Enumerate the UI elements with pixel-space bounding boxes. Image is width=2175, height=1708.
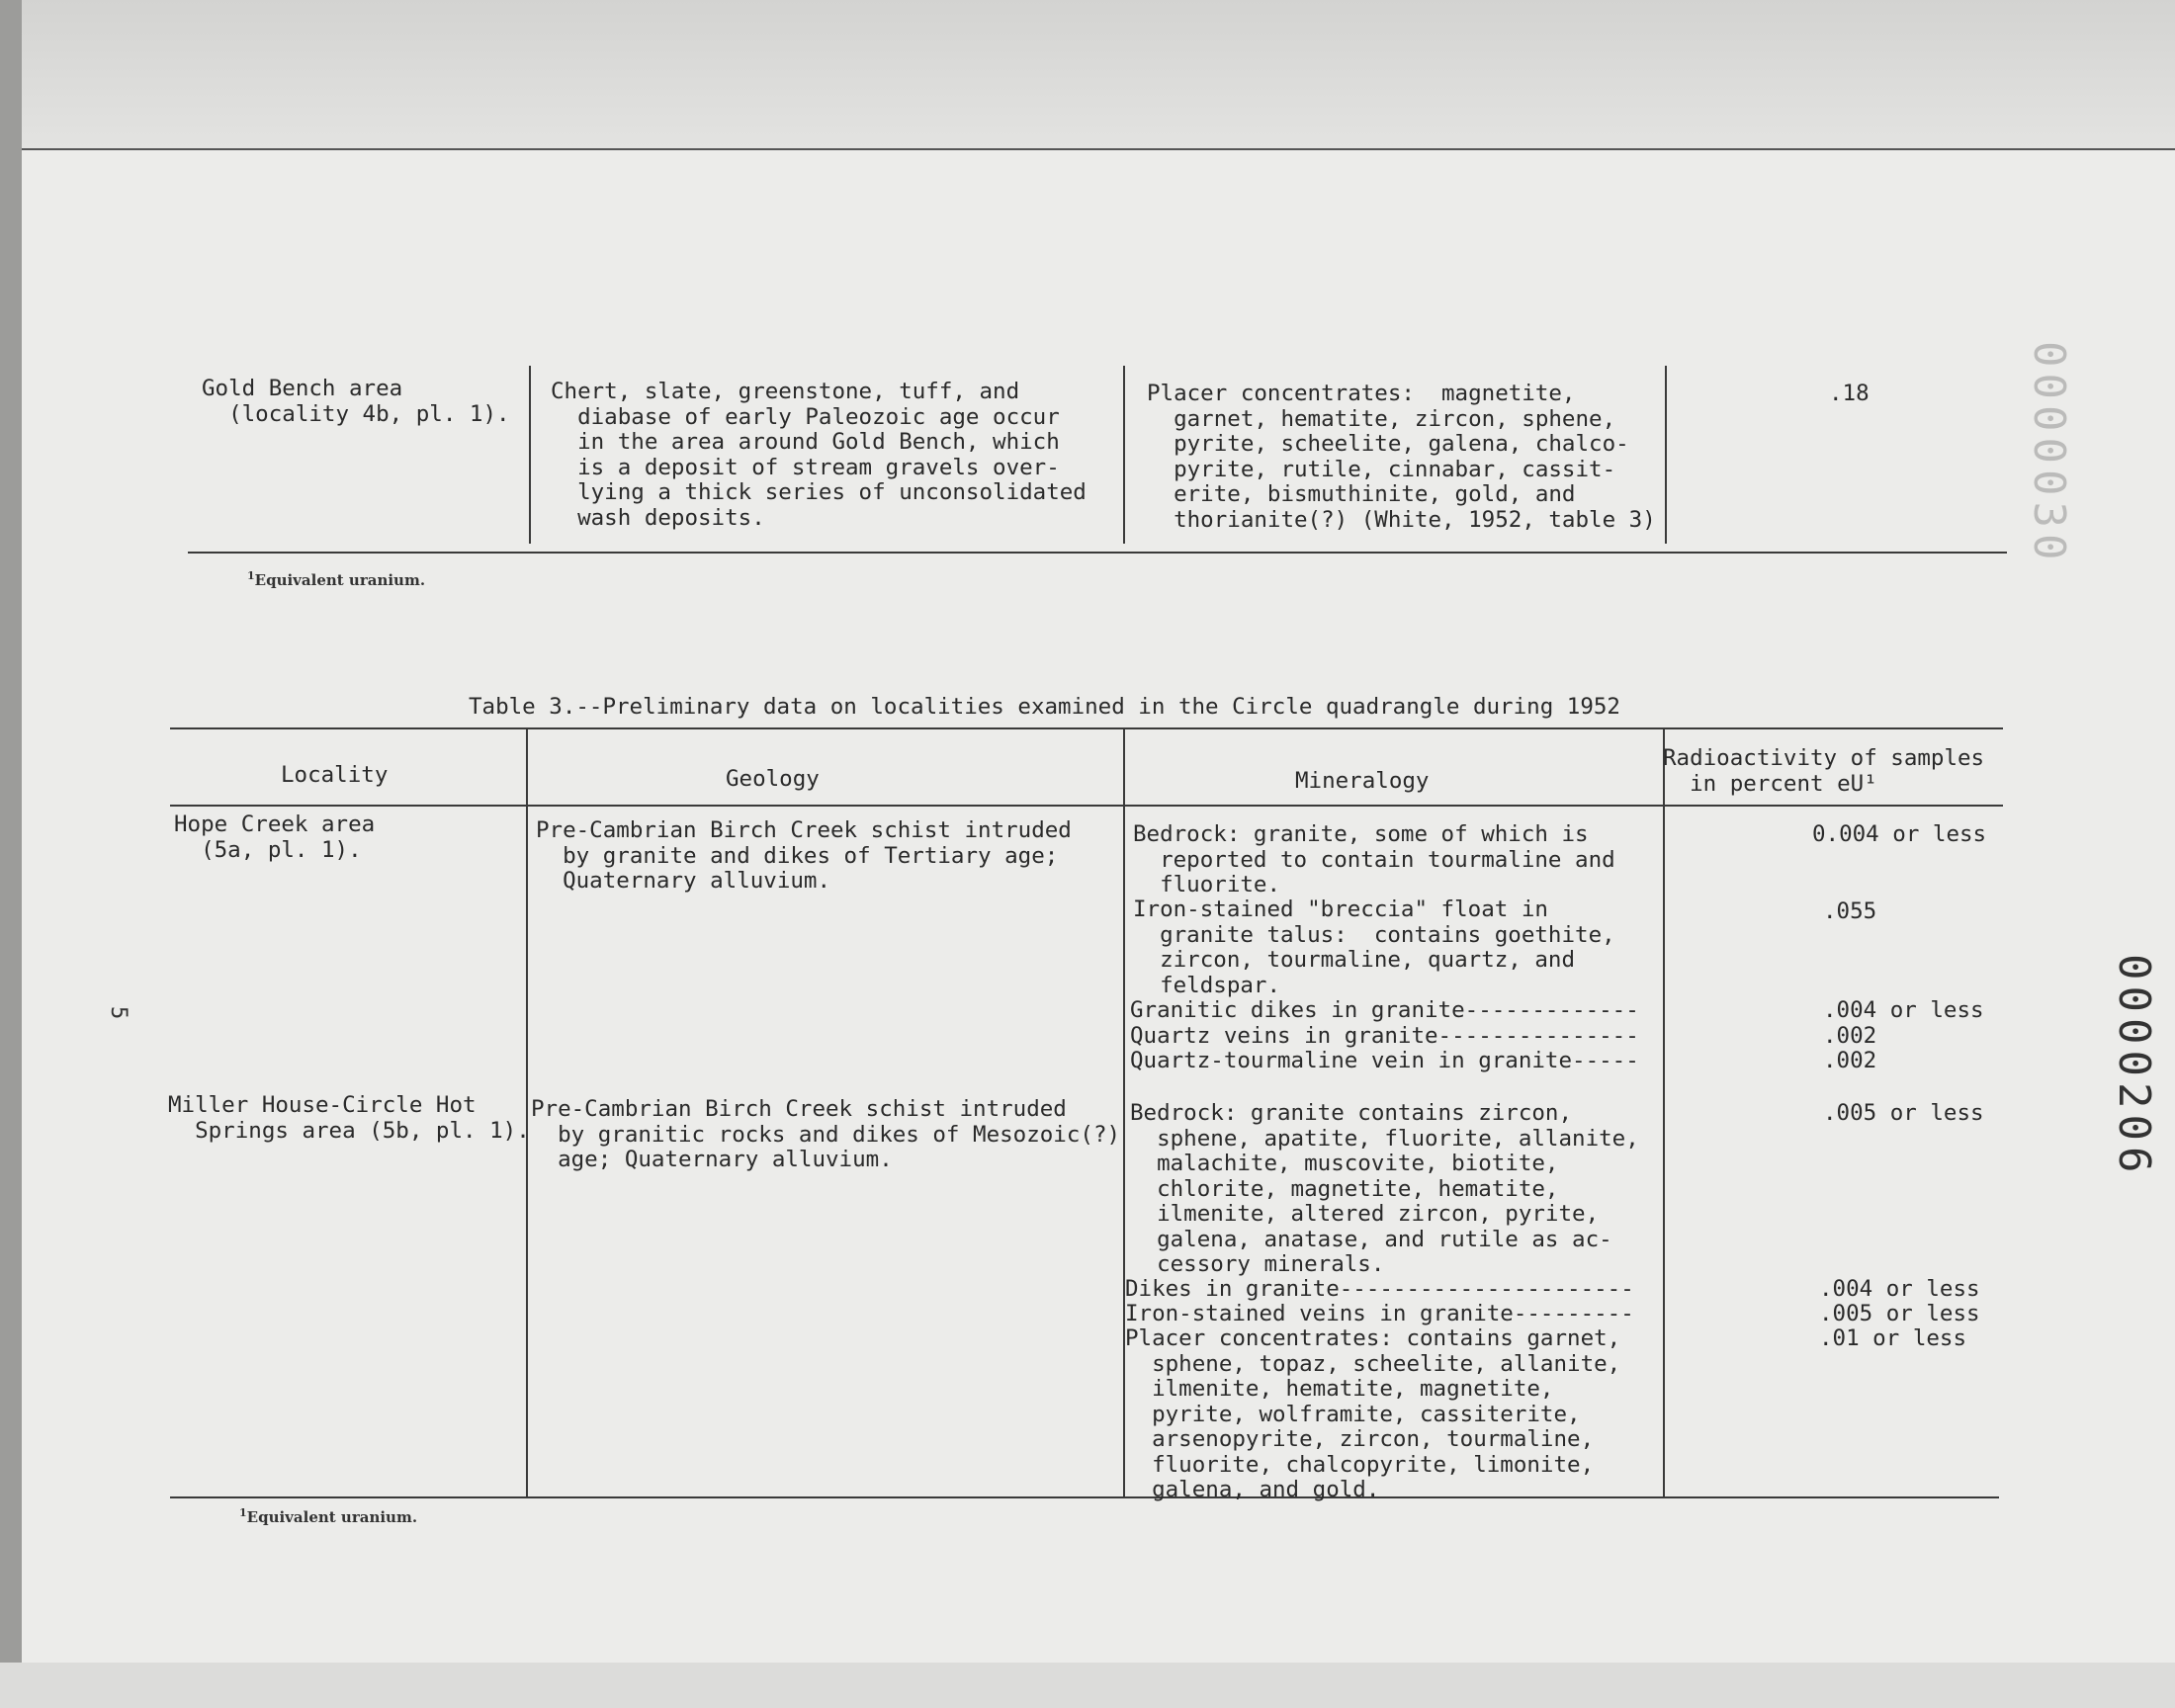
row1-mineralogy-4: Quartz veins in granite---------------	[1130, 1023, 1639, 1049]
table3-top-rule	[170, 727, 2003, 729]
upper-geology-cell: Chert, slate, greenstone, tuff, and diabase of early Paleozoic age occur in the area around Gold Bench, which is a deposit of stream gravels over- lying a thick series of unconsolidated wash deposits.	[551, 379, 1087, 531]
row2-value-1: .005 or less	[1823, 1100, 1984, 1126]
row2-mineralogy-1: Bedrock: granite contains zircon, sphene, apatite, fluorite, allanite, malachite, muscovite, biotite, chlorite, magnetite, hematite, ilmenite, altered zircon, pyrite, galena, anatase, and rutile as ac- cessory minerals.	[1130, 1100, 1639, 1277]
row1-value-1: 0.004 or less	[1812, 821, 1987, 847]
upper-table-bottom-rule	[188, 552, 2007, 554]
upper-col-divider-2	[1123, 366, 1125, 544]
header-locality: Locality	[281, 762, 389, 788]
row2-mineralogy-4: Placer concentrates: contains garnet, sphene, topaz, scheelite, allanite, ilmenite, hematite, magnetite, pyrite, wolframite, cassiterite, arsenopyrite, zircon, tourmaline, fluorite, chalcopyrite, limonite, galena, and gold.	[1125, 1325, 1621, 1502]
upper-mineralogy-cell: Placer concentrates: magnetite, garnet, hematite, zircon, sphene, pyrite, scheelite, galena, chalco- pyrite, rutile, cinnabar, cassit- erite, bismuthinite, gold, and thorianite(?) (White, 1952, table 3)	[1147, 381, 1656, 533]
folded-page-top	[0, 0, 2175, 151]
row1-value-3: .004 or less	[1823, 997, 1984, 1023]
row2-value-2: .004 or less	[1819, 1276, 1980, 1302]
row1-mineralogy-3: Granitic dikes in granite-------------	[1130, 997, 1639, 1023]
table3-header-rule	[170, 805, 2003, 807]
row1-mineralogy-2: Iron-stained "breccia" float in granite talus: contains goethite, zircon, tourmaline, quartz, and feldspar.	[1133, 897, 1615, 998]
table3-bottom-rule	[170, 1496, 1999, 1498]
row2-value-3: .005 or less	[1819, 1301, 1980, 1326]
row1-value-2: .055	[1823, 898, 1877, 924]
header-mineralogy: Mineralogy	[1295, 768, 1430, 794]
row1-value-4: .002	[1823, 1023, 1877, 1049]
header-radioactivity: Radioactivity of samples in percent eU¹	[1663, 745, 1985, 797]
scan-bottom-edge	[0, 1663, 2175, 1708]
row2-value-4: .01 or less	[1819, 1325, 1967, 1351]
table3-col-divider-3	[1663, 729, 1665, 1498]
row1-value-5: .002	[1823, 1048, 1877, 1073]
faint-stamp-number: 0000030	[2024, 341, 2074, 566]
table3-footnote: $^1$Equivalent uranium.	[239, 1506, 418, 1526]
stamp-number: 0000206	[2109, 954, 2159, 1179]
upper-col-divider-1	[529, 366, 531, 544]
row1-mineralogy-5: Quartz-tourmaline vein in granite-----	[1130, 1048, 1639, 1073]
upper-locality-cell: Gold Bench area (locality 4b, pl. 1).	[202, 376, 510, 427]
scan-left-edge	[0, 0, 22, 1708]
row2-locality: Miller House-Circle Hot Springs area (5b, pl. 1).	[168, 1092, 530, 1144]
row2-geology: Pre-Cambrian Birch Creek schist intruded by granitic rocks and dikes of Mesozoic(?) age; Quaternary alluvium.	[531, 1096, 1121, 1172]
row2-mineralogy-3: Iron-stained veins in granite---------	[1125, 1301, 1634, 1326]
header-geology: Geology	[726, 766, 820, 792]
row1-geology: Pre-Cambrian Birch Creek schist intruded by granite and dikes of Tertiary age; Quaternary alluvium.	[536, 817, 1072, 894]
row2-mineralogy-2: Dikes in granite----------------------	[1125, 1276, 1634, 1302]
row1-locality: Hope Creek area (5a, pl. 1).	[174, 811, 376, 863]
row1-mineralogy-1: Bedrock: granite, some of which is reported to contain tourmaline and fluorite.	[1133, 821, 1615, 897]
page-number: 5	[106, 1006, 130, 1020]
upper-radioactivity-cell: .18	[1829, 381, 1870, 406]
upper-col-divider-3	[1665, 366, 1667, 544]
table3-title: Table 3.--Preliminary data on localities examined in the Circle quadrangle during 1952	[469, 694, 1620, 720]
upper-footnote: $^1$Equivalent uranium.	[247, 569, 426, 589]
